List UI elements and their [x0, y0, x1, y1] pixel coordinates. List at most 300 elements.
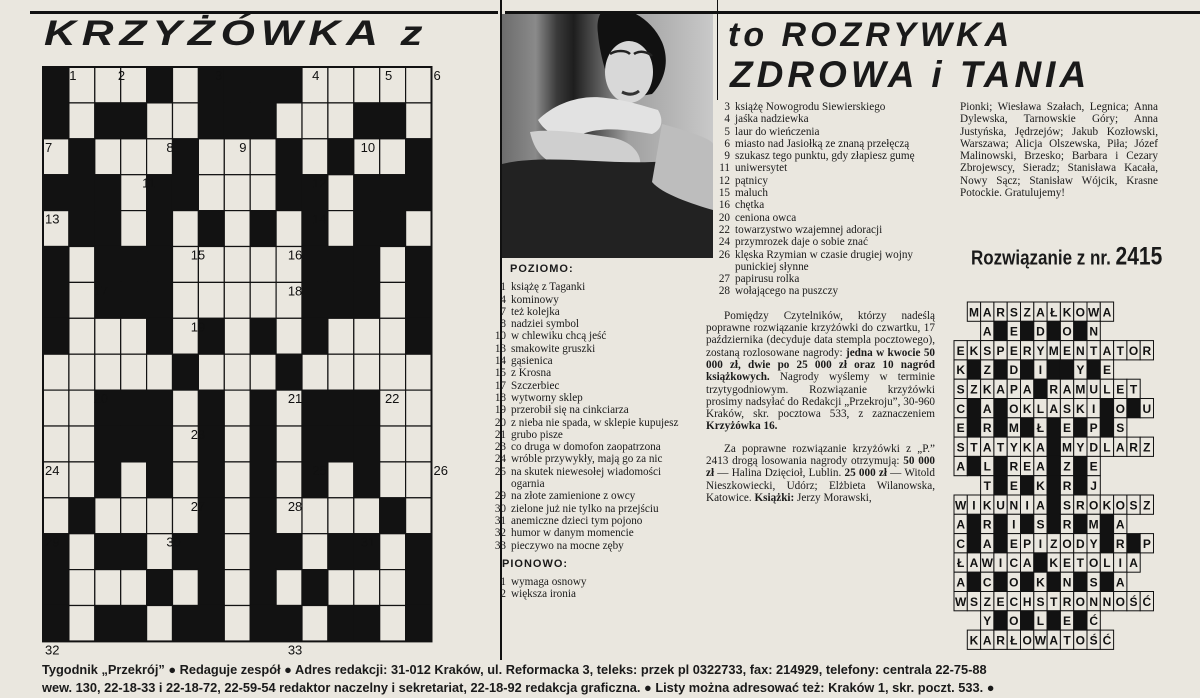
- grid-cell[interactable]: [69, 462, 95, 498]
- solution-letter: E: [1009, 324, 1018, 339]
- grid-cell[interactable]: [354, 570, 380, 606]
- solution-letter: Ł: [1050, 305, 1058, 320]
- clue-item: [482, 490, 697, 502]
- grid-cell-black: [95, 606, 121, 642]
- grid-number: 7: [45, 139, 53, 155]
- clue-item: [706, 150, 935, 162]
- grid-cell[interactable]: [69, 318, 95, 354]
- title-right-line2: ZDROWA i TANIA: [730, 54, 1091, 95]
- solution-letter: I: [972, 498, 976, 513]
- grid-cell-black: [224, 103, 250, 139]
- clue-text: książę z Taganki: [511, 281, 586, 294]
- grid-cell[interactable]: [69, 570, 95, 606]
- solution-letter: S: [1116, 421, 1125, 436]
- solution-letter: L: [1036, 401, 1045, 416]
- grid-cell[interactable]: [380, 426, 406, 462]
- grid-cell[interactable]: [406, 354, 432, 390]
- solution-letter: A: [982, 324, 992, 339]
- grid-cell[interactable]: [380, 67, 406, 103]
- grid-cell[interactable]: [276, 462, 302, 498]
- solution-letter: R: [982, 421, 992, 436]
- grid-cell[interactable]: [147, 354, 173, 390]
- grid-cell[interactable]: [69, 606, 95, 642]
- solution-letter: W: [954, 498, 967, 513]
- grid-cell[interactable]: [380, 247, 406, 283]
- clue-text: papirusu rolka: [735, 273, 800, 286]
- solution-letter: Y: [1076, 363, 1085, 378]
- grid-cell[interactable]: [95, 354, 121, 390]
- solution-cell: [994, 399, 1007, 418]
- grid-number: 26: [433, 462, 448, 478]
- portrait-photo: [502, 14, 713, 258]
- grid-cell-black: [43, 247, 69, 283]
- solution-letter: A: [969, 556, 979, 571]
- grid-cell[interactable]: [302, 354, 328, 390]
- solution-letter: C: [1009, 594, 1019, 609]
- clue-number: 8: [500, 318, 506, 331]
- grid-cell[interactable]: [121, 570, 147, 606]
- grid-cell-black: [69, 498, 95, 534]
- grid-cell[interactable]: [69, 426, 95, 462]
- grid-cell[interactable]: [173, 67, 199, 103]
- grid-cell-black: [95, 103, 121, 139]
- grid-cell-black: [95, 247, 121, 283]
- clue-text: przerobił się na cinkciarza: [511, 404, 629, 417]
- solution-letter: T: [996, 440, 1005, 455]
- grid-number: 31: [360, 534, 376, 550]
- solution-cell: [1021, 418, 1034, 437]
- grid-cell[interactable]: [302, 498, 328, 534]
- solution-letter: K: [982, 382, 992, 397]
- grid-cell[interactable]: [198, 175, 224, 211]
- grid-cell[interactable]: [302, 606, 328, 642]
- grid-cell[interactable]: [121, 498, 147, 534]
- clue-text: w chlewiku chcą jeść: [511, 330, 607, 343]
- clue-item: [706, 199, 935, 211]
- grid-cell-black: [95, 211, 121, 247]
- grid-cell-black: [147, 282, 173, 318]
- grid-cell[interactable]: [173, 390, 199, 426]
- grid-cell[interactable]: [302, 103, 328, 139]
- solution-cell: [1047, 360, 1060, 379]
- clue-item: [706, 101, 935, 113]
- solution-letter: A: [1102, 305, 1112, 320]
- grid-cell[interactable]: [380, 606, 406, 642]
- grid-cell[interactable]: [121, 354, 147, 390]
- grid-cell[interactable]: [121, 139, 147, 175]
- solution-cell: [1047, 611, 1060, 630]
- clue-item: [482, 527, 697, 539]
- contest-info: Pomiędzy Czytelników, którzy nadeślą poprawne rozwiązanie krzyżówki do czwartku, 17 października (decyduje data stempla pocztowego), zostaną rozlosowane nagrody: jedna w kwocie 50 000 zł, dwie po 25 000 zł oraz 10 nagród książkowych. Nagrody wyślemy w terminie trzytygodniowym. Rozwiązanie krzyżówki prosimy nadsyłać do Redakcji „Przekroju”, 30-960 Kraków, skr. pocztowa 533, z zaznaczeniem Krzyżówka 16.: [706, 309, 936, 433]
- grid-number: 5: [384, 68, 393, 83]
- solution-letter: K: [969, 343, 979, 358]
- grid-cell[interactable]: [276, 570, 302, 606]
- grid-cell[interactable]: [43, 354, 69, 390]
- grid-cell[interactable]: [406, 67, 432, 103]
- grid-cell-black: [43, 570, 69, 606]
- solution-letter: E: [1116, 382, 1125, 397]
- clue-text: książę Nowogrodu Siewierskiego: [735, 101, 886, 113]
- grid-cell[interactable]: [95, 139, 121, 175]
- solution-letter: H: [1022, 594, 1032, 609]
- grid-cell[interactable]: [224, 534, 250, 570]
- clue-number: 16: [718, 199, 730, 212]
- solution-letter: A: [982, 401, 992, 416]
- solution-letter: C: [956, 536, 965, 551]
- grid-cell[interactable]: [328, 462, 354, 498]
- grid-cell[interactable]: [276, 103, 302, 139]
- solution-letter: A: [1036, 440, 1045, 455]
- grid-cell-black: [406, 282, 432, 318]
- solution-letter: M: [968, 305, 979, 320]
- grid-cell[interactable]: [406, 498, 432, 534]
- poziomo-column: [482, 263, 697, 601]
- solution-letter: S: [956, 440, 965, 455]
- solution-cell: [1047, 514, 1060, 533]
- solution-cell: [967, 572, 980, 591]
- grid-cell[interactable]: [380, 534, 406, 570]
- grid-cell[interactable]: [69, 390, 95, 426]
- clue-item: [706, 285, 935, 297]
- clue-text: wróble przywykły, mają go za nic: [511, 453, 663, 466]
- grid-number: 21: [287, 391, 303, 407]
- grid-cell[interactable]: [224, 462, 250, 498]
- solution-letter: C: [1009, 556, 1019, 571]
- solution-letter: I: [1038, 536, 1043, 551]
- grid-cell[interactable]: [302, 534, 328, 570]
- grid-number: 19: [190, 319, 206, 335]
- grid-cell[interactable]: [406, 103, 432, 139]
- solution-letter: A: [1036, 305, 1045, 320]
- grid-cell[interactable]: [276, 211, 302, 247]
- grid-cell[interactable]: [302, 139, 328, 175]
- solution-cell: [994, 611, 1007, 630]
- grid-cell[interactable]: [354, 354, 380, 390]
- solution-letter: U: [1142, 401, 1152, 416]
- grid-cell[interactable]: [354, 67, 380, 103]
- solution-cell: [1074, 476, 1087, 495]
- solution-letter: E: [1009, 479, 1018, 493]
- grid-cell[interactable]: [406, 462, 432, 498]
- clue-text: humor w danym momencie: [511, 527, 634, 540]
- solution-letter: R: [1049, 382, 1059, 397]
- solution-letter: D: [1076, 536, 1085, 551]
- solution-label: Rozwiązanie z nr. 2415: [971, 242, 1163, 271]
- clue-text: na skutek niewesołej wiadomości ogarnia: [511, 465, 662, 491]
- grid-cell[interactable]: [224, 498, 250, 534]
- grid-cell-black: [354, 462, 380, 498]
- footer-line1: Tygodnik „Przekrój” ● Redaguje zespół ● Adres redakcji: 31-012 Kraków, ul. Reformacka 3, teleks: przek pl 0322733, fax: 214929, telefony: centrala 22-75-88: [42, 662, 987, 677]
- solution-letter: P: [1142, 536, 1151, 551]
- solution-letter: Z: [983, 594, 991, 609]
- grid-cell[interactable]: [250, 354, 276, 390]
- clue-number: 21: [494, 428, 506, 441]
- clue-number: 24: [494, 453, 506, 466]
- grid-cell[interactable]: [198, 282, 224, 318]
- solution-letter: W: [981, 556, 993, 571]
- solution-cell: [967, 360, 980, 379]
- clue-item: [706, 212, 935, 224]
- clue-number: 13: [494, 342, 506, 355]
- grid-cell-black: [302, 282, 328, 318]
- clue-item: [482, 441, 697, 453]
- solution-cell: [1047, 476, 1060, 495]
- grid-cell[interactable]: [95, 67, 121, 103]
- grid-cell[interactable]: [406, 426, 432, 462]
- clue-text: co druga w domofon zaopatrzona: [511, 441, 661, 454]
- grid-cell[interactable]: [328, 570, 354, 606]
- grid-cell[interactable]: [95, 318, 121, 354]
- grid-cell[interactable]: [69, 354, 95, 390]
- grid-cell-black: [380, 211, 406, 247]
- solution-cell: [1074, 572, 1087, 591]
- clue-item: [482, 540, 697, 552]
- grid-cell[interactable]: [173, 282, 199, 318]
- grid-number: 28: [287, 498, 303, 514]
- solution-letter: I: [1038, 363, 1043, 378]
- grid-number: 3: [214, 68, 223, 83]
- solution-letter: R: [1115, 536, 1125, 551]
- grid-number: 9: [239, 139, 247, 155]
- solution-letter: Z: [970, 382, 978, 397]
- grid-cell[interactable]: [43, 426, 69, 462]
- solution-letter: S: [956, 382, 965, 397]
- grid-cell[interactable]: [224, 175, 250, 211]
- clue-number: 33: [494, 539, 506, 552]
- grid-cell[interactable]: [224, 354, 250, 390]
- grid-cell[interactable]: [328, 103, 354, 139]
- grid-cell[interactable]: [224, 426, 250, 462]
- grid-number: 2: [117, 68, 126, 83]
- solution-letter: A: [982, 305, 992, 320]
- grid-cell-black: [250, 498, 276, 534]
- grid-cell[interactable]: [380, 354, 406, 390]
- grid-cell[interactable]: [173, 103, 199, 139]
- clue-number: 4: [724, 113, 730, 126]
- clue-number: 27: [718, 273, 730, 286]
- clue-item: [482, 306, 697, 318]
- solution-letter: E: [1063, 343, 1072, 358]
- grid-cell-black: [250, 570, 276, 606]
- grid-cell[interactable]: [147, 103, 173, 139]
- grid-cell[interactable]: [198, 354, 224, 390]
- grid-cell[interactable]: [328, 318, 354, 354]
- grid-cell[interactable]: [328, 211, 354, 247]
- solution-cell: [1127, 399, 1140, 418]
- solution-letter: U: [1089, 382, 1098, 397]
- grid-cell-black: [328, 606, 354, 642]
- solution-letter: A: [982, 536, 992, 551]
- solution-letter: D: [1036, 324, 1045, 339]
- clue-number: 4: [500, 293, 506, 306]
- grid-cell[interactable]: [380, 462, 406, 498]
- clue-number: 31: [494, 514, 506, 527]
- grid-cell[interactable]: [328, 354, 354, 390]
- grid-cell-black: [328, 390, 354, 426]
- grid-cell-black: [302, 390, 328, 426]
- clue-number: 9: [724, 150, 730, 163]
- clue-number: 1: [500, 281, 506, 294]
- solution-cell: [967, 456, 980, 475]
- clue-number: 11: [719, 162, 730, 175]
- grid-cell-black: [354, 426, 380, 462]
- solution-letter: O: [1088, 556, 1099, 571]
- grid-cell-black: [147, 211, 173, 247]
- grid-cell[interactable]: [406, 211, 432, 247]
- solution-letter: E: [956, 421, 965, 436]
- solution-letter: J: [1090, 479, 1097, 493]
- grid-cell-black: [406, 247, 432, 283]
- clue-item: [482, 330, 697, 342]
- clue-item: [706, 113, 935, 125]
- grid-cell[interactable]: [95, 570, 121, 606]
- clue-number: 19: [494, 404, 506, 417]
- solution-letter: T: [1063, 633, 1071, 648]
- clue-text: klęska Rzymian w czasie drugiej wojny punickiej słynne: [735, 248, 914, 273]
- grid-cell[interactable]: [69, 103, 95, 139]
- clue-item: [482, 294, 697, 306]
- grid-cell[interactable]: [69, 247, 95, 283]
- grid-cell[interactable]: [224, 606, 250, 642]
- grid-cell[interactable]: [328, 67, 354, 103]
- solution-letter: A: [1062, 382, 1072, 397]
- solution-letter: Y: [1009, 440, 1018, 455]
- clue-text: większa ironia: [511, 588, 576, 601]
- grid-cell-black: [406, 318, 432, 354]
- solution-letter: R: [1062, 479, 1072, 493]
- grid-cell[interactable]: [224, 390, 250, 426]
- pionowo-clue-list-part2: [706, 101, 935, 298]
- grid-cell[interactable]: [173, 462, 199, 498]
- solution-letter: M: [1008, 421, 1019, 436]
- grid-cell[interactable]: [328, 498, 354, 534]
- clue-item: [482, 380, 697, 392]
- grid-cell[interactable]: [43, 390, 69, 426]
- grid-cell[interactable]: [147, 498, 173, 534]
- solution-letter: C: [982, 575, 992, 590]
- clue-item: [482, 429, 697, 441]
- clue-item: [482, 318, 697, 330]
- clue-number: 15: [494, 367, 506, 380]
- grid-cell-black: [147, 390, 173, 426]
- solution-letter: T: [1089, 343, 1098, 358]
- solution-letter: R: [1142, 343, 1152, 358]
- grid-cell[interactable]: [173, 211, 199, 247]
- grid-cell[interactable]: [354, 318, 380, 354]
- clue-number: 32: [494, 527, 506, 540]
- solution-letter: D: [1089, 440, 1098, 455]
- solution-cell: [1074, 456, 1087, 475]
- grid-cell[interactable]: [69, 534, 95, 570]
- clue-item: [482, 392, 697, 404]
- grid-cell[interactable]: [198, 139, 224, 175]
- grid-cell[interactable]: [380, 570, 406, 606]
- grid-cell[interactable]: [354, 498, 380, 534]
- solution-letter: Ś: [1089, 633, 1098, 648]
- clue-text: miasto nad Jasiołką ze znaną przełęczą: [735, 137, 910, 150]
- grid-number: 23: [190, 427, 206, 442]
- grid-cell[interactable]: [224, 570, 250, 606]
- clue-text: gąsienica: [511, 355, 553, 368]
- grid-cell-black: [250, 606, 276, 642]
- grid-cell[interactable]: [276, 318, 302, 354]
- clue-number: 22: [718, 223, 730, 236]
- solution-grid: [948, 292, 1170, 654]
- grid-cell-black: [121, 282, 147, 318]
- grid-cell[interactable]: [250, 282, 276, 318]
- solution-letter: O: [1009, 614, 1019, 629]
- grid-cell-black: [276, 175, 302, 211]
- grid-cell[interactable]: [121, 211, 147, 247]
- solution-cell: [1060, 360, 1073, 379]
- grid-cell[interactable]: [95, 498, 121, 534]
- grid-cell[interactable]: [250, 247, 276, 283]
- grid-cell[interactable]: [224, 211, 250, 247]
- grid-cell-black: [328, 282, 354, 318]
- grid-cell-black: [95, 426, 121, 462]
- grid-cell[interactable]: [224, 247, 250, 283]
- clue-item: [482, 453, 697, 465]
- grid-cell[interactable]: [43, 498, 69, 534]
- grid-cell[interactable]: [406, 390, 432, 426]
- solution-letter: R: [996, 305, 1005, 320]
- solution-cell: [967, 514, 980, 533]
- solution-letter: L: [1103, 382, 1111, 397]
- grid-cell[interactable]: [380, 139, 406, 175]
- grid-cell[interactable]: [380, 318, 406, 354]
- grid-cell-black: [328, 534, 354, 570]
- grid-cell[interactable]: [69, 282, 95, 318]
- grid-cell-black: [173, 139, 199, 175]
- grid-cell[interactable]: [121, 462, 147, 498]
- grid-cell-black: [198, 606, 224, 642]
- grid-cell[interactable]: [224, 282, 250, 318]
- solution-letter: S: [1036, 594, 1045, 609]
- solution-letter: N: [1062, 575, 1072, 590]
- grid-number: 8: [166, 139, 174, 155]
- grid-cell-black: [198, 534, 224, 570]
- grid-cell-black: [406, 175, 432, 211]
- solution-cell: [967, 418, 980, 437]
- grid-number: 18: [287, 283, 303, 299]
- clue-text: anemiczne dzieci tym pojono: [511, 514, 643, 527]
- grid-cell[interactable]: [380, 282, 406, 318]
- grid-cell-black: [69, 211, 95, 247]
- clue-item: [482, 355, 697, 367]
- grid-cell[interactable]: [250, 175, 276, 211]
- grid-cell[interactable]: [250, 139, 276, 175]
- grid-cell[interactable]: [224, 318, 250, 354]
- grid-number: 11: [142, 175, 156, 191]
- grid-cell[interactable]: [121, 318, 147, 354]
- grid-cell-black: [43, 606, 69, 642]
- grid-cell[interactable]: [276, 426, 302, 462]
- grid-cell-black: [406, 534, 432, 570]
- grid-number: 29: [45, 534, 60, 550]
- grid-cell[interactable]: [173, 570, 199, 606]
- grid-cell-black: [302, 247, 328, 283]
- grid-cell-black: [302, 570, 328, 606]
- grid-cell[interactable]: [328, 175, 354, 211]
- solution-cell: [1127, 534, 1140, 553]
- grid-number: 17: [93, 283, 109, 299]
- grid-cell[interactable]: [147, 606, 173, 642]
- solution-cell: [1021, 321, 1034, 340]
- solution-letter: K: [1102, 498, 1112, 513]
- grid-number: 27: [190, 498, 206, 514]
- clue-text: smakowite gruszki: [511, 342, 596, 355]
- clue-item: [706, 175, 935, 187]
